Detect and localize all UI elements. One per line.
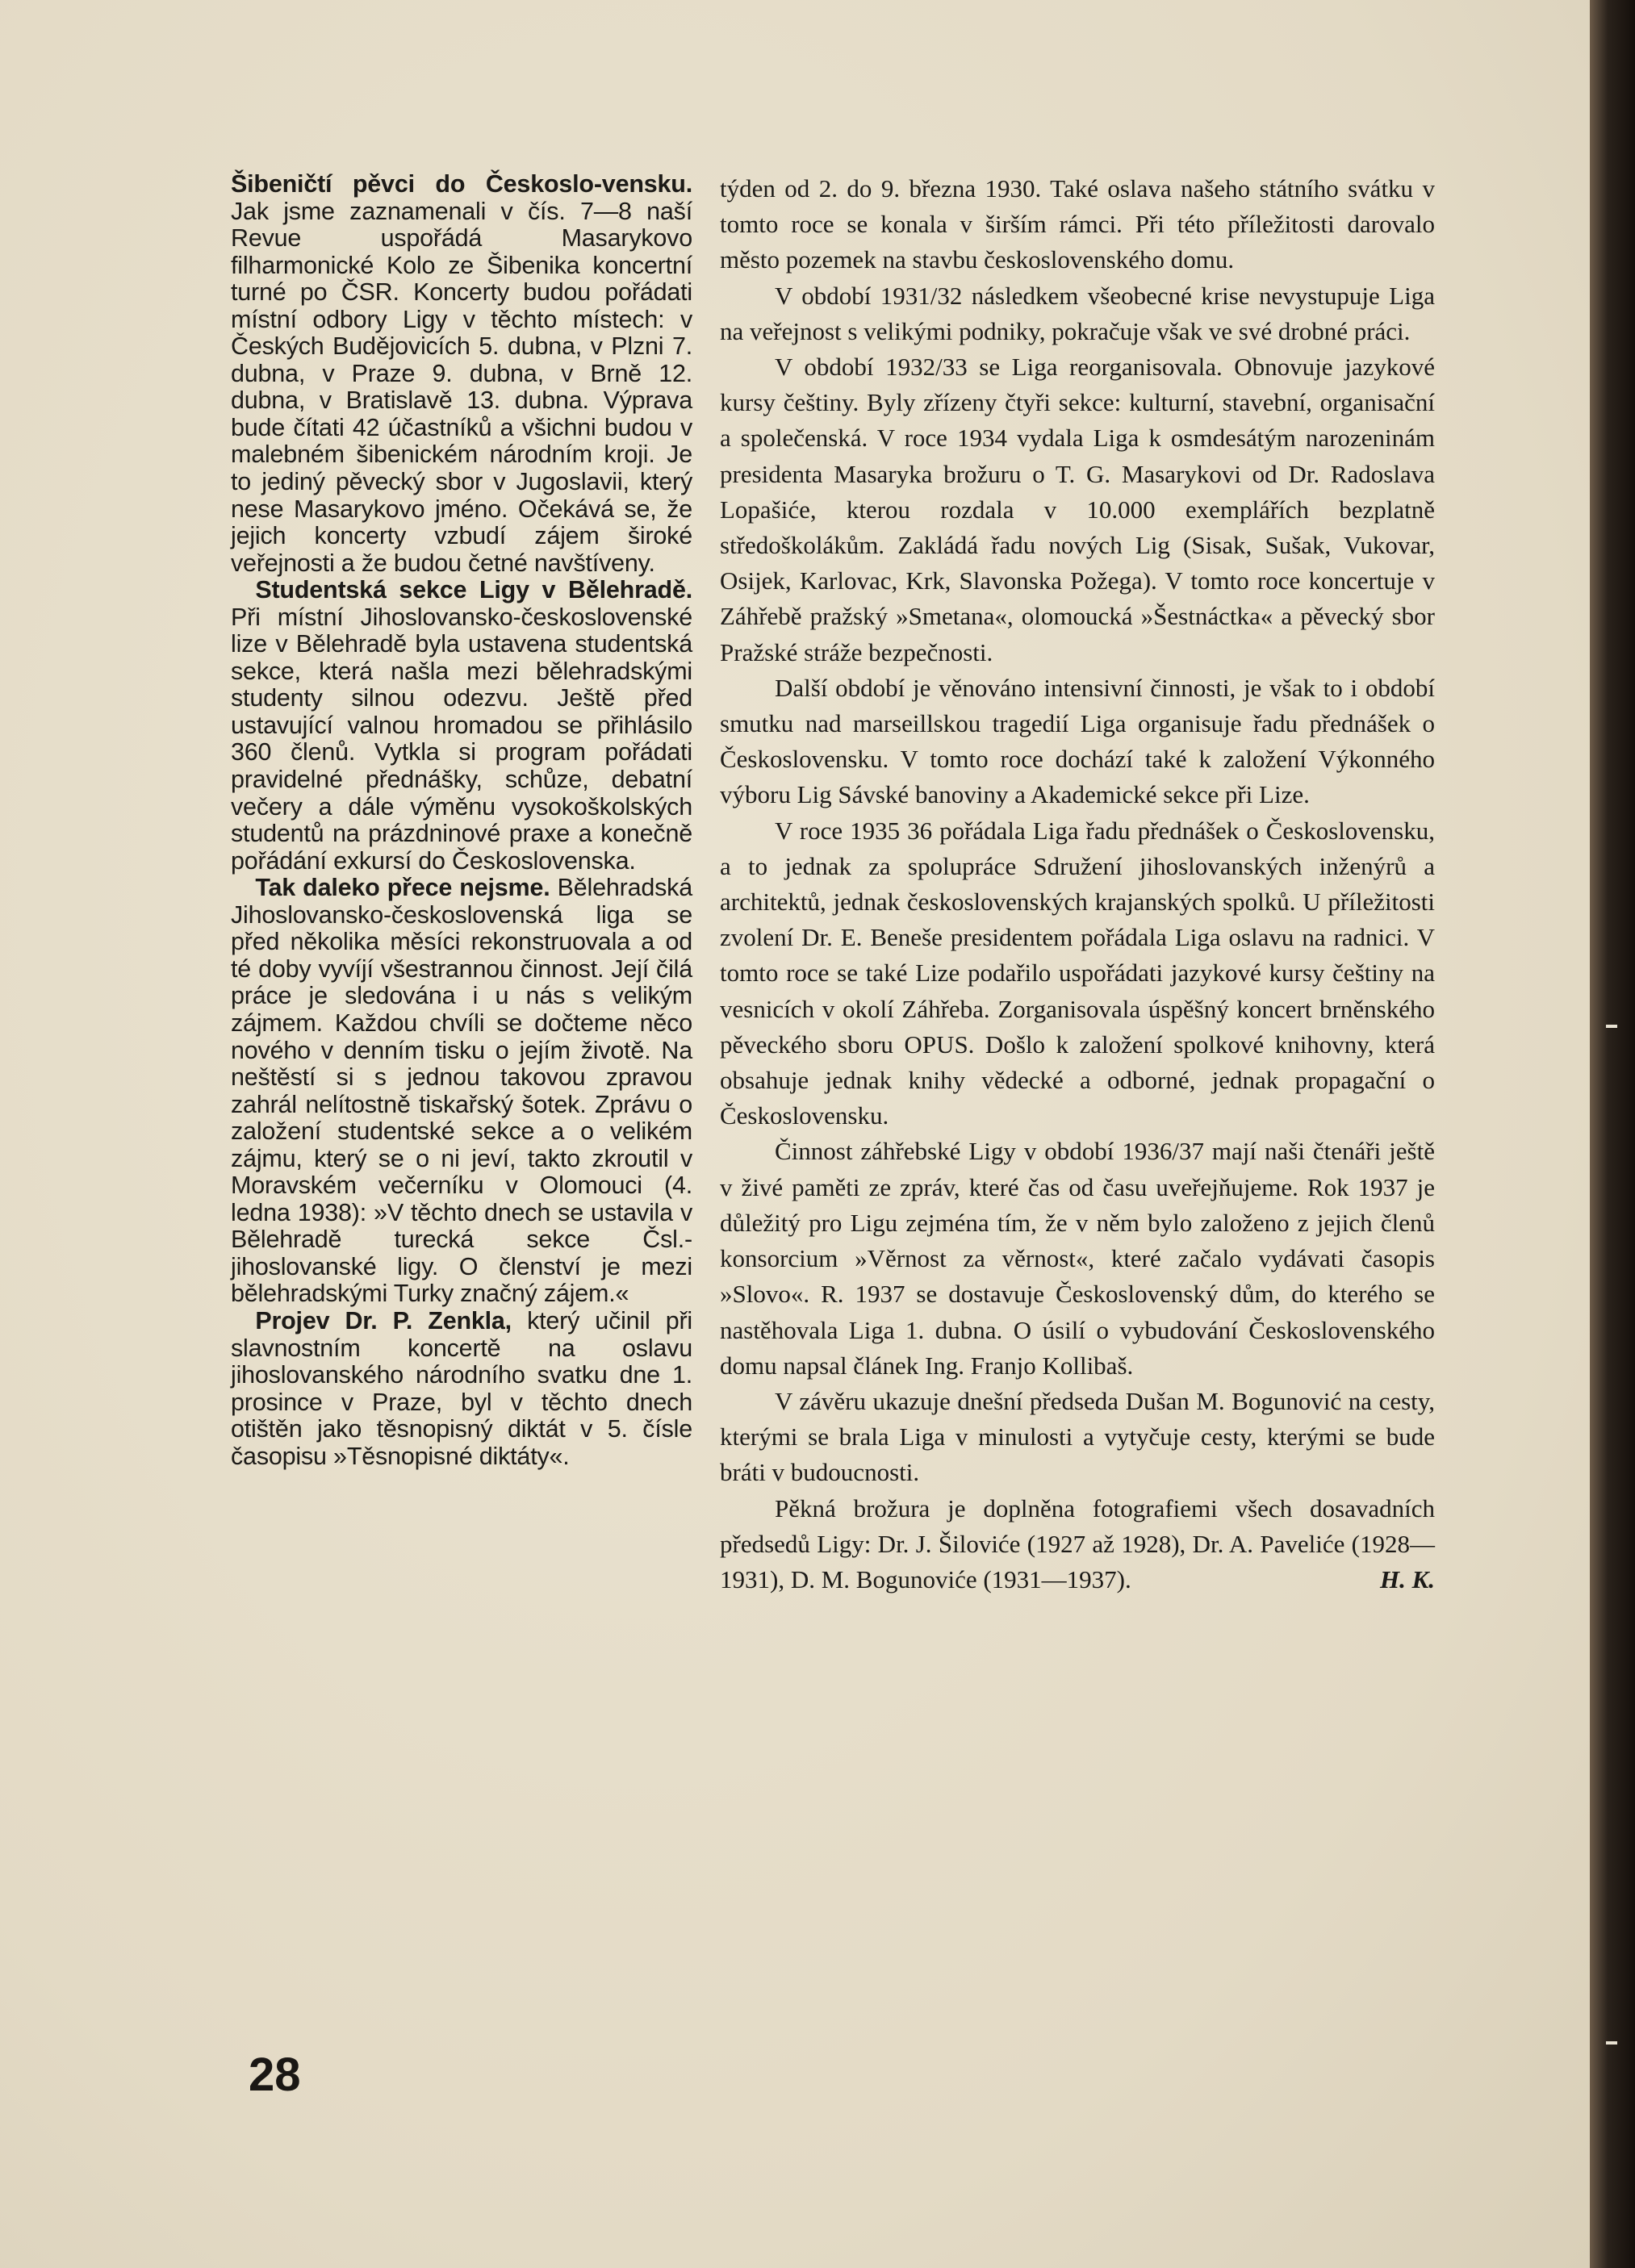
book-edge — [1590, 0, 1635, 2268]
news-item-text: Bělehradská Jihoslovansko-československá liga se před několika měsíci rekonstruovala a od té doby vyvíjí všestrannou činnost. Její čilá práce je sledována i u nás s velikým zájmem. Každou chvíli se dočteme něco nového v denním tisku o jejím životě. Na neštěstí si s jednou takovou zpravou zahrál nelítostně tiskařský šotek. Zprávu o založení studentské sekce a o velikém zájmu, který se o ni jeví, takto zkroutil v Moravském večerníku v Olomouci (4. ledna 1938): »V těchto dnech se ustavila v Bělehradě turecká sekce Čsl.-jihoslovanské ligy. O členství je mezi bělehradskými Turky značný zájem.« — [231, 874, 692, 1308]
left-column — [231, 171, 692, 1470]
author-signature: H. K. — [1379, 1564, 1435, 1593]
edge-mark — [1606, 1025, 1617, 1028]
edge-mark — [1606, 2041, 1617, 2045]
news-item-text: Při místní Jihoslovansko-československé lize v Bělehradě byla ustavena studentská sekce, která našla mezi bělehradskými studenty silnou odezvu. Ještě před ustavující valnou hromadou se přihlásilo 360 členů. Vytkla si program pořádati pravidelné přednášky, schůze, debatní večery a dále výměnu vysokoškolských studentů na prázdninové praxe a konečně pořádání exkursí do Československa. — [231, 603, 692, 875]
paragraph-final — [720, 1491, 1435, 1598]
news-item-heading: Šibeničtí pěvci do Českoslo-vensku. — [231, 170, 692, 198]
paragraph: V roce 1935 36 pořádala Liga řadu přednášek o Československu, a to jednak za spolupráce Sdružení jihoslovanských inženýrů a architektů, jednak československých krajanských spolků. U příležitosti zvolení Dr. E. Beneše presidentem pořádala Liga oslavu na radnici. V tomto roce se také Lize podařilo uspořádati jazykové kursy češtiny na vesnicích v okolí Záhřeba. Zorganisovala úspěšný koncert brněnského pěveckého sboru OPUS. Došlo k založení spolkové knihovny, která obsahuje jednak knihy vědecké a odborné, jednak propagační o Československu. — [720, 816, 1435, 1130]
news-item-student-section — [231, 577, 692, 875]
news-item-sibenik-singers — [231, 171, 692, 577]
paragraph: V závěru ukazuje dnešní předseda Dušan M. Bogunović na cesty, kterými se brala Liga v minulosti a vytyčuje cesty, kterými se bude bráti v budoucnosti. — [720, 1386, 1435, 1487]
news-item-heading: Tak daleko přece nejsme. — [255, 874, 550, 902]
news-item-not-so-far — [231, 875, 692, 1308]
news-item-text: který učinil při slavnostním koncertě na oslavu jihoslovanského národního svatku dne 1. prosince v Praze, byl v těchto dnech otištěn jako těsnopisný diktát v 5. čísle časopisu »Těsnopisné diktáty«. — [231, 1306, 692, 1470]
news-item-heading: Projev Dr. P. Zenkla, — [255, 1306, 512, 1334]
paragraph-text: Pěkná brožura je doplněna fotografiemi všech dosavadních předsedů Ligy: Dr. J. Šiloviće (1927 až 1928), Dr. A. Paveliće (1928—1931), D. M. Bogunoviće (1931—1937). — [720, 1493, 1435, 1593]
paragraph: V období 1931/32 následkem všeobecné krise nevystupuje Liga na veřejnost s velikými podniky, pokračuje však ve své drobné práci. — [720, 281, 1435, 345]
news-item-zenkl-speech — [231, 1308, 692, 1470]
paragraph: Činnost záhřebské Ligy v období 1936/37 mají naši čtenáři ještě v živé paměti ze zpráv, které čas od času uveřejňujeme. Rok 1937 je důležitý pro Ligu zejména tím, že v něm bylo založeno z jejich členů konsorcium »Věrnost za věrnost«, které začalo vydávati časopis »Slovo«. R. 1937 se dostavuje Československý dům, do kterého se nastěhovala Liga 1. dubna. O úsilí o vybudování Československého domu napsal článek Ing. Franjo Kollibaš. — [720, 1137, 1435, 1380]
paragraph: Další období je věnováno intensivní činnosti, je však to i období smutku nad marseillskou tragedií Liga organisuje řadu přednášek o Československu. V tomto roce dochází také k založení Výkonného výboru Lig Sávské banoviny a Akademické sekce při Lize. — [720, 673, 1435, 809]
page-number: 28 — [249, 2049, 301, 2101]
paragraph: V období 1932/33 se Liga reorganisovala. Obnovuje jazykové kursy češtiny. Byly zřízeny čtyři sekce: kulturní, stavební, organisační a společenská. V roce 1934 vydala Liga k osmdesátým narozeninám presidenta Masaryka brožuru o T. G. Masarykovi od Dr. Radoslava Lopašiće, kterou rozdala v 10.000 exemplářích bezplatně středoškolákům. Zakládá řadu nových Lig (Sisak, Sušak, Vukovar, Osijek, Karlovac, Krk, Slavonska Požega). V tomto roce koncertuje v Záhřebě pražský »Smetana«, olomoucká »Šestnáctka« a pěvecký sbor Pražské stráže bezpečnosti. — [720, 353, 1435, 666]
news-item-heading: Studentská sekce Ligy v Bělehradě. — [255, 576, 692, 604]
news-item-text: Jak jsme zaznamenali v čís. 7—8 naší Revue uspořádá Masarykovo filharmonické Kolo ze Šibenika koncertní turné po ČSR. Koncerty budou pořádati místní odbory Ligy v těchto místech: v Českých Budějovicích 5. dubna, v Plzni 7. dubna, v Praze 9. dubna, v Brně 12. dubna, v Bratislavě 13. dubna. Výprava bude čítati 42 účastníků a všichni budou v malebném šibenickém národním kroji. Je to jediný pěvecký sbor v Jugoslavii, který nese Masarykovo jméno. Očekává se, že jejich koncerty vzbudí zájem široké veřejnosti a že budou četné navštíveny. — [231, 197, 692, 577]
paragraph: týden od 2. do 9. března 1930. Také oslava našeho státního svátku v tomto roce se konala v širším rámci. Při této příležitosti darovalo město pozemek na stavbu československého domu. — [720, 174, 1435, 274]
right-column — [720, 171, 1435, 1598]
